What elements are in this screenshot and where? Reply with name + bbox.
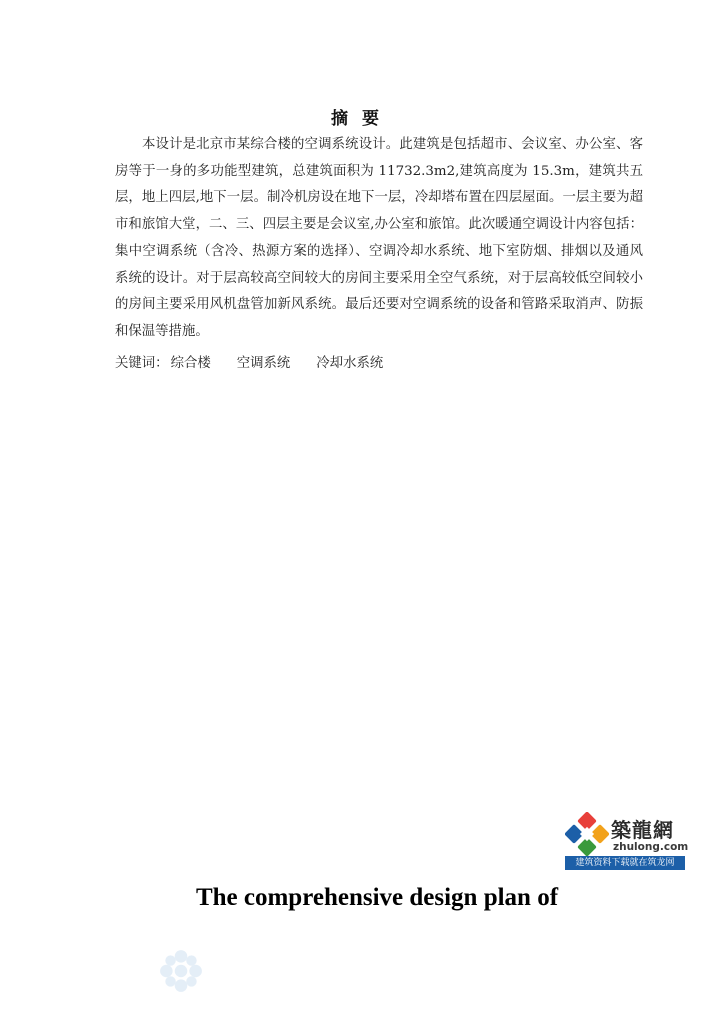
logo-name: 築龍網 <box>611 818 674 842</box>
keyword-item: 空调系统 <box>236 356 291 371</box>
logo-center <box>580 827 594 841</box>
faint-watermark-icon <box>158 948 204 994</box>
abstract-heading: 摘要 <box>331 109 393 129</box>
english-title: The comprehensive design plan of <box>195 884 559 911</box>
logo-slogan: 建筑资料下载就在筑龙网 <box>565 856 685 870</box>
keyword-item: 冷却水系统 <box>316 356 384 371</box>
zhulong-snowflake-icon <box>565 812 609 856</box>
keywords-label: 关键词： <box>115 356 169 371</box>
zhulong-logo <box>565 812 689 870</box>
keywords-line <box>115 352 409 371</box>
abstract-paragraph: 本设计是北京市某综合楼的空调系统设计。此建筑是包括超市、会议室、办公室、客房等于一身的多功能型建筑，总建筑面积为 11732.3m2,建筑高度为 15.3m，建筑共五层，地上四层,地下一层。制冷机房设在地下一层，冷却塔布置在四层屋面。一层主要为超市和旅馆大堂，二、三、四层主要是会议室,办公室和旅馆。此次暖通空调设计内容包括：集中空调系统（含冷、热源方案的选择）、空调冷却水系统、地下室防烟、排烟以及通风系统的设计。对于层高较高空间较大的房间主要采用全空气系统，对于层高较低空间较小的房间主要采用风机盘管加新风系统。最后还要对空调系统的设备和管路采取消声、防振和保温等措施。 <box>115 137 643 339</box>
keyword-item: 综合楼 <box>170 356 211 371</box>
logo-url: zhulong.com <box>613 841 689 853</box>
